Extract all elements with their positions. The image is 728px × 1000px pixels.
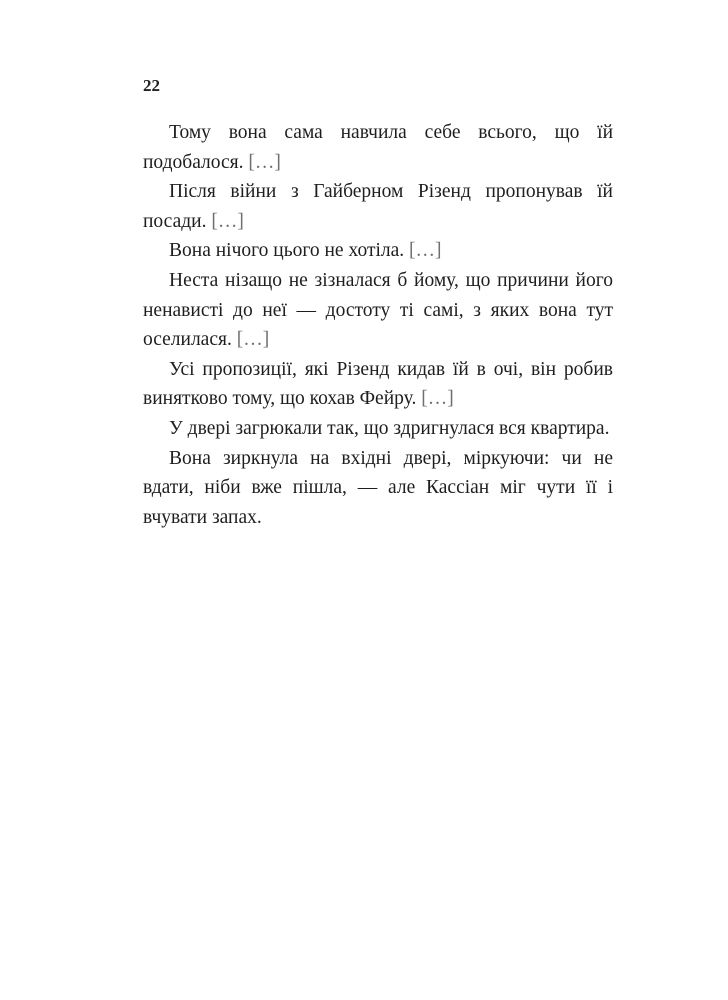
paragraph-text: Неста нізащо не зізналася б йому, що причини його ненависті до неї — достоту ті самі, з яких вона тут оселилася. <box>143 269 613 351</box>
paragraph <box>143 444 613 533</box>
paragraph-text: У двері загрюкали так, що здригнулася вся квартира. <box>169 417 610 439</box>
paragraph-text: Тому вона сама навчила себе всього, що їй подобалося. <box>143 122 613 173</box>
paragraph <box>143 236 613 266</box>
omission-marker: […] <box>248 151 281 173</box>
page-number: 22 <box>143 76 160 95</box>
paragraph-text: Усі пропозиції, які Різенд кидав їй в очі, він робив винятково тому, що кохав Фейру. <box>143 358 613 410</box>
paragraph <box>143 266 613 355</box>
omission-marker: […] <box>409 240 442 262</box>
paragraph-text: Вона нічого цього не хотіла. <box>169 240 405 262</box>
omission-marker: […] <box>421 388 454 410</box>
paragraph <box>143 414 613 444</box>
paragraph <box>143 118 613 177</box>
body-text <box>143 118 613 532</box>
paragraph <box>143 355 613 414</box>
paragraph <box>143 177 613 236</box>
paragraph-text: Вона зиркнула на вхідні двері, міркуючи: чи не вдати, ніби вже пішла, — але Кассіан міг чути її і вчувати запах. <box>143 447 613 528</box>
omission-marker: […] <box>211 210 244 232</box>
paragraph-text: Після війни з Гайберном Різенд пропонував їй посади. <box>143 181 613 232</box>
omission-marker: […] <box>236 329 270 351</box>
